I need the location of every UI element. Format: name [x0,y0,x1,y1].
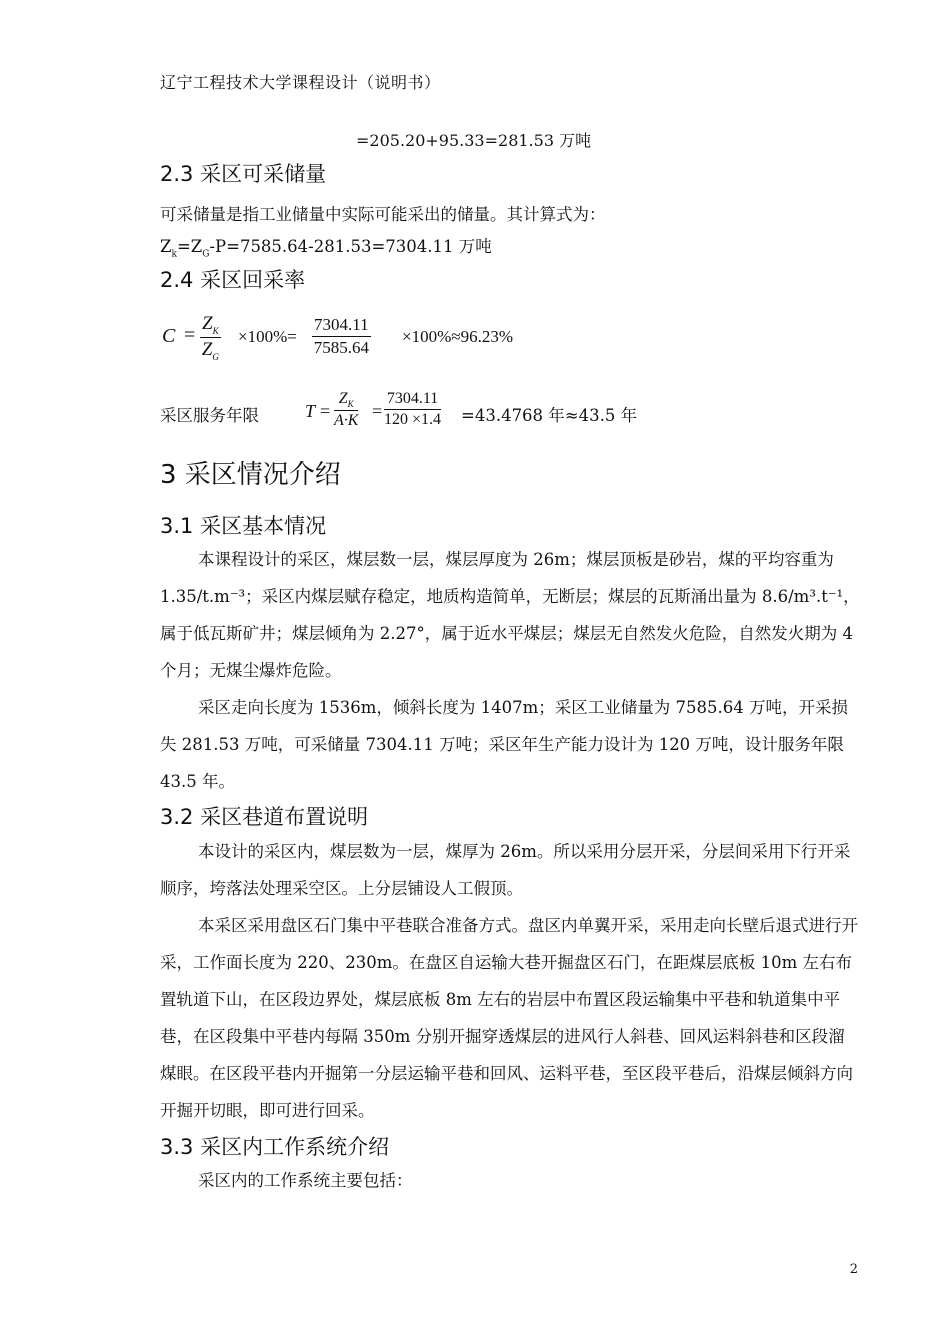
t-eq-sign: = [320,401,331,421]
equation-continued: =205.20+95.33=281.53 万吨 [356,131,592,150]
var-t: T [305,401,316,421]
formula-sub-k: k [171,249,177,260]
section-3-2-para-2: 本采区采用盘区石门集中平巷联合准备方式。盘区内单翼开采，采用走向长壁后退式进行开采，工作面长度为 220、230m。在盘区自运输大巷开掘盘区石门，在距煤层底板 10m 左右布置轨道下山，在区段边界处，煤层底板 8m 左右的岩层中布置区段运输集中平巷和轨道集中平巷，在区段集中平巷内每隔 350m 分别开掘穿透煤层的进风行人斜巷、回风运料斜巷和区段溜煤眼。在区段平巷内开掘第一分层运输平巷和回风、运料平巷，至区段平巷后，沿煤层倾斜方向开掘开切眼，即可进行回采。 [160,916,858,1120]
formula-sub-g: G [202,249,210,260]
formula-z: Z [160,237,172,256]
t-value-numerator: 7304.11 [384,390,441,410]
t-fraction-numerator: $Z_K$ [334,390,358,411]
t-value-denominator: 120 ×1.4 [384,411,442,428]
reserve-formula [160,233,492,259]
fraction-numerator: $Z_K$ [202,313,219,336]
page-number: 2 [849,1262,858,1277]
section-3-1-heading: 3.1 采区基本情况 [160,514,327,538]
service-life-result: =43.4768 年≈43.5 年 [461,406,638,425]
running-header: 辽宁工程技术大学课程设计（说明书） [160,73,441,92]
section-3-2-para-1: 本设计的采区内，煤层数为一层，煤厚为 26m。所以采用分层开采，分层间采用下行开采顺序，垮落法处理采空区。上分层铺设人工假顶。 [160,842,851,898]
fraction-value-denominator: 7585.64 [313,338,369,357]
section-3-2-heading: 3.2 采区巷道布置说明 [160,805,369,829]
fraction-zk-zg [200,313,221,362]
var-c: C [162,325,176,347]
section-2-4-heading: 2.4 采区回采率 [160,268,306,292]
section-2-3-definition: 可采储量是指工业储量中实际可能采出的储量。其计算式为： [160,205,606,224]
formula-eq-z: =Z [176,237,203,256]
t-fraction-denominator: A·K [334,412,359,430]
section-3-3-para-1: 采区内的工作系统主要包括： [198,1171,413,1190]
section-3-3-heading: 3.3 采区内工作系统介绍 [160,1135,390,1159]
service-life-label: 采区服务年限 [160,406,259,425]
section-3-3-body [160,1162,860,1199]
section-3-1-para-2: 采区走向长度为 1536m，倾斜长度为 1407m；采区工业储量为 7585.64 万吨，开采损失 281.53 万吨，可采储量 7304.11 万吨；采区年生产能力设计为 120 万吨，设计服务年限 43.5 年。 [160,698,848,791]
fraction-t-values [384,390,441,429]
times-100-result: ×100%≈96.23% [402,327,513,346]
formula-rest: -P=7585.64-281.53=7304.11 万吨 [209,237,492,256]
chapter-3-heading: 3 采区情况介绍 [160,460,341,490]
section-3-2-body [160,833,860,1129]
times-100-first: ×100%= [238,327,297,346]
fraction-value-numerator: 7304.11 [312,315,371,337]
section-2-3-heading: 2.3 采区可采储量 [160,162,327,186]
fraction-values [312,315,371,358]
section-3-1-para-1: 本课程设计的采区，煤层数一层，煤层厚度为 26m；煤层顶板是砂岩，煤的平均容重为 1.35/t.m⁻³；采区内煤层赋存稳定，地质构造简单，无断层；煤层的瓦斯涌出量为 8.6/m³.t⁻¹，属于低瓦斯矿井；煤层倾角为 2.27°，属于近水平煤层；煤层无自然发火危险，自然发火期为 4 个月；无煤尘爆炸危险。 [160,550,860,680]
eq-sign: = [184,324,196,346]
t-eq-sign-2: = [372,401,383,421]
fraction-denominator: $Z_G$ [201,338,219,362]
section-3-1-body [160,541,860,800]
fraction-zk-ak [334,390,358,430]
